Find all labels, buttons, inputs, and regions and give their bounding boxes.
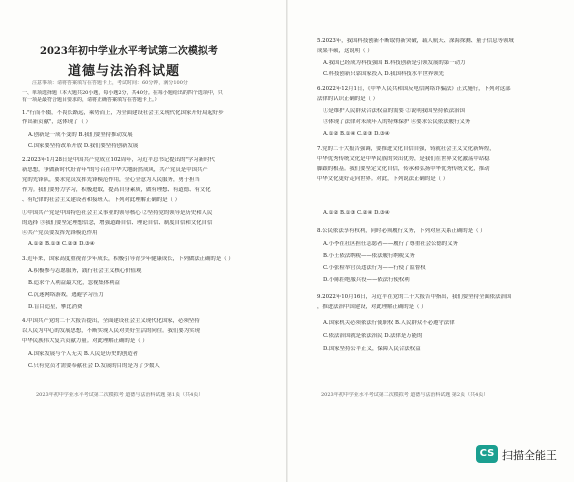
question-line: 4.中国共产党的二十大报告提出，全面建设社会主义现代化国家，必须坚持 [22,318,200,324]
option-line: D.盲目追星，攀比消费 [28,304,83,310]
question-line: 、有纪律的社会主义建设者和接班人。下列对此理解正确的是（ ） [22,197,181,203]
option-line: A.国家机关必须依法行使职权 B.人民群众不必遵守法律 [323,320,455,326]
option-line: C.依法治国就是依法治民 D.法律是万能的 [323,333,423,339]
page-footer: 2023年初中学业水平考试第二次模拟考 道德与法治科试题 第2页（共4页） [321,392,489,398]
camscanner-brand-label: 扫描全能王 [502,449,557,462]
exam-title: 2023年初中学业水平考试第二次模拟考 [40,46,218,57]
question-line: 以人民为中心的发展思想，不断实现人民对美好生活的向往。我们要为实现 [22,328,200,334]
option-line: A.国家发展与个人无关 B.人民是历史的创造者 [28,351,139,357]
question-line: ④共产党员要发挥先锋模范作用 [22,230,98,236]
camscanner-logo-icon: CS [476,445,498,463]
option-line: C.国家要坚持改革开放 D.我们要坚持创新发展 [28,143,139,149]
option-line: ①是维护人民群众合法权益的需要 ②说明我国坚持依法治国 [323,108,465,114]
option-line: B.追求个人利益最大化，忽视集体利益 [28,280,120,286]
option-line: A.积极参与志愿服务，践行社会主义核心价值观 [28,268,142,274]
option-line: B.小王依法纳税——依法履行纳税义务 [323,253,415,259]
question-line: 作出新贡献"，这体现了（ ） [22,119,91,125]
question-line: 6.2022年12月1日，《中华人民共和国反电信网络诈骗法》正式施行，下列对这部 [317,86,511,92]
question-line: 成果丰硕，这说明（ ） [317,48,373,54]
option-line: A.①② B.①③ C.②④ D.③④ [323,210,390,216]
option-line: A.创新是一成不变的 B.我们要坚持推动发展 [28,132,133,138]
question-line: 脚跟的根基。我们要坚定文化自信，传承和弘扬中华优秀传统文化，推动 [317,166,490,172]
question-line: 中华民族伟大复兴贡献力量。对此理解正确的是（ ） [22,338,148,344]
option-line: A.①② B.①④ C.②③ D.③④ [323,131,390,137]
page-footer: 2023年初中学业水平考试第二次模拟考 道德与法治科试题 第1页（共4页） [36,392,204,398]
option-line: C.小张检举官员违法行为——行使了监督权 [323,265,426,271]
section-heading: 一、单项选择题（本大题共20小题，每小题2分，共40分。在每小题给出的四个选项中，只 [22,90,223,96]
question-line: 1."行而不辍，不畏长路远，乘势而上，为全面建设社会主义现代化国家开好局起好步 [22,110,224,116]
option-line: ③体现了法律对未成年人的特殊保护 ④要求公民依法履行义务 [323,119,471,125]
option-line: D.国家坚持公平正义，保障人民合法权益 [323,346,421,352]
option-line: C.只有党员才需要奉献社会 D.发展的目的是为了少数人 [28,363,160,369]
exam-notice: 注意事项：请将答案填写在答题卡上，考试时间：60分钟，满分100分 [32,80,188,86]
option-line: C.科技创新只靠国家投入 D.我国科技水平世界领先 [323,71,445,77]
question-line: ①中国共产党是中国特色社会主义事业的领导核心 ②坚持党的领导是历史和人民 [22,210,213,216]
question-line: 中华优秀传统文化是中华民族的突出优势，是我们在世界文化激荡中站稳 [317,156,490,162]
question-line: 作为。我们要努力学习，积极进取，提高自身素质，做有理想、有道德、有文化 [22,187,211,193]
question-line: 的选择 ③我们要坚定理想信念，增强道路自信、理论自信、制度自信和文化自信 [22,220,213,226]
exam-subject: 道德与法治科试题 [68,64,181,79]
section-heading-cont: 有一项是最符合题目要求的，请将正确答案填写在答题卡上。） [22,97,160,103]
option-line: A.①② B.①③ C.②③ D.③④ [28,241,95,247]
question-line: 5.2023年，我国科技创新不断取得新突破，载人航天、深海探测、量子信息等领域 [317,38,514,44]
question-line: 7.党的二十大报告强调，要推进文化自信自强，铸就社会主义文化新辉煌， [317,146,495,152]
question-line: 新思想，争做新时代好青年"的号召在中华大地蔚然成风，共产党员是中国共产 [22,167,208,173]
option-line: A.我国已经成为科技强国 B.科技创新是引领发展的第一动力 [323,60,466,66]
question-line: 2.2023年1月28日是中国共产党成立102周年，习近平总书记提出的"学习新时代 [22,157,215,163]
question-line: 法律的认识正确的是（ ） [317,96,379,102]
question-line: 中华文化更好走向世界。对此，下列说法正确的是（ ） [317,176,449,182]
option-line: C.沉迷网络游戏，逃避学习压力 [28,292,104,298]
question-line: 9.2022年10月16日，习近平在党的二十大报告中指出，我们要坚持全面依法治国 [317,294,512,300]
question-line: 8.公民依法享有权利，同时必须履行义务，下列对应关系正确的是（ ） [317,228,486,234]
option-line: D.小陈拒绝服兵役——依法行使权利 [323,277,410,283]
question-line: 3.近年来，国家高度重视青少年成长，积极引导青少年健康成长，下列做法正确的是（ ） [22,256,234,262]
question-line: ，推进法治中国建设，对此理解正确的是（ ） [317,304,427,310]
question-line: 党的先锋队，要求党员发挥先锋模范作用，全心全意为人民服务，勇于担当 [22,177,200,183]
right-page [287,0,574,482]
option-line: A.小李在社区担任志愿者——履行了尊重社会公德的义务 [323,241,458,247]
